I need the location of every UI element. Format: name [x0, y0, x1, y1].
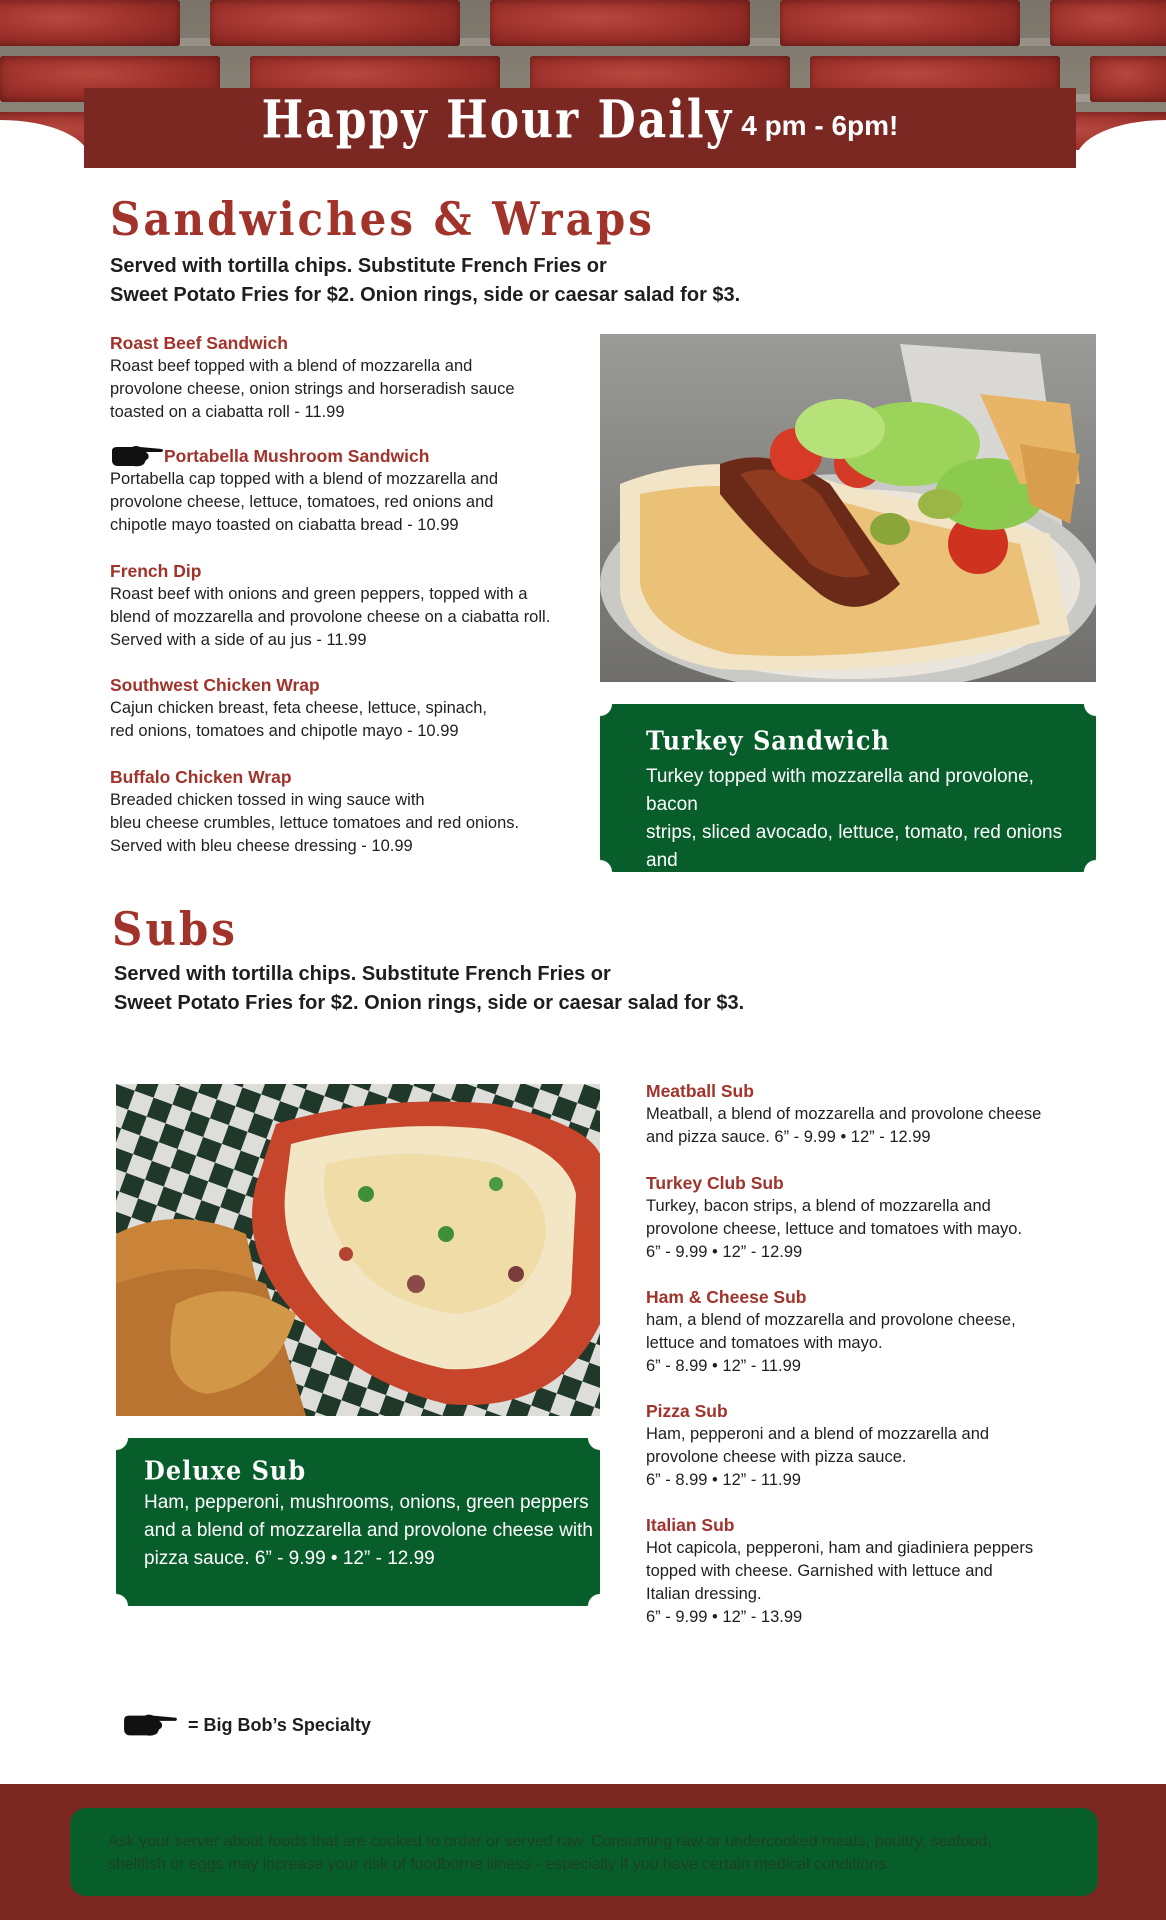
turkey-sandwich-title: Turkey Sandwich — [646, 724, 890, 756]
menu-item-southwest-wrap — [110, 674, 550, 743]
item-name: Italian Sub — [646, 1515, 735, 1535]
deluxe-sub-feature — [116, 1438, 600, 1606]
deluxe-sub-description: Ham, pepperoni, mushrooms, onions, green peppers and a blend of mozzarella and provolone cheese with pizza sauce. 6” - 9.99 • 12” - 12.99 — [144, 1492, 593, 1569]
sandwiches-subtitle: Served with tortilla chips. Substitute French Fries or Sweet Potato Fries for $2. Onion rings, side or caesar salad for $3. — [110, 255, 741, 306]
turkey-sandwich-description: Turkey topped with mozzarella and provolone, bacon strips, sliced avocado, lettuce, tomato, red onions and chipotle mayo, toasted on ciabatta bread - 12.99 — [646, 766, 1063, 899]
turkey-sandwich-feature — [600, 704, 1096, 899]
pointing-hand-icon — [122, 1712, 178, 1738]
menu-item-turkey-club-sub — [646, 1172, 1086, 1264]
item-name: Portabella Mushroom Sandwich — [164, 445, 430, 466]
item-description: Roast beef topped with a blend of mozzarella and provolone cheese, onion strings and horseradish sauce toasted on a ciabatta roll - 11.99 — [110, 357, 515, 421]
item-name: Pizza Sub — [646, 1401, 728, 1421]
menu-item-portabella — [110, 444, 550, 537]
happy-hour-banner — [84, 88, 1076, 168]
menu-item-ham-cheese-sub — [646, 1286, 1086, 1378]
footer-notice-box — [70, 1808, 1098, 1896]
item-description: Portabella cap topped with a blend of mozzarella and provolone cheese, lettuce, tomatoes, red onions and chipotle mayo toasted on ciabatta bread - 10.99 — [110, 470, 498, 534]
deluxe-sub-photo — [116, 1084, 600, 1416]
item-description: Ham, pepperoni and a blend of mozzarella and provolone cheese with pizza sauce. 6” - 8.99 • 12” - 11.99 — [646, 1425, 990, 1489]
menu-item-meatball-sub — [646, 1080, 1086, 1149]
item-name: French Dip — [110, 561, 202, 581]
item-name-row — [110, 444, 550, 468]
item-description: Breaded chicken tossed in wing sauce with bleu cheese crumbles, lettuce tomatoes and red onions. Served with bleu cheese dressing - 10.99 — [110, 791, 520, 855]
item-name: Buffalo Chicken Wrap — [110, 767, 292, 787]
item-name: Ham & Cheese Sub — [646, 1287, 807, 1307]
turkey-sandwich-photo — [600, 334, 1096, 682]
sandwiches-section-title: Sandwiches & Wraps — [110, 192, 655, 246]
item-description: Cajun chicken breast, feta cheese, lettuce, spinach, red onions, tomatoes and chipotle mayo - 10.99 — [110, 699, 487, 740]
menu-item-buffalo-wrap — [110, 766, 550, 858]
subs-section-title: Subs — [112, 902, 238, 956]
item-description: ham, a blend of mozzarella and provolone cheese, lettuce and tomatoes with mayo. 6” - 8.99 • 12” - 11.99 — [646, 1311, 1016, 1375]
item-description: Roast beef with onions and green peppers, topped with a blend of mozzarella and provolone cheese on a ciabatta roll. Served with a side of au jus - 11.99 — [110, 585, 551, 649]
item-description: Meatball, a blend of mozzarella and provolone cheese and pizza sauce. 6” - 9.99 • 12” - 12.99 — [646, 1105, 1042, 1146]
footer-band — [0, 1784, 1166, 1920]
happy-hour-time: 4 pm - 6pm! — [741, 110, 899, 141]
item-description: Turkey, bacon strips, a blend of mozzarella and provolone cheese, lettuce and tomatoes with mayo. 6” - 9.99 • 12” - 12.99 — [646, 1197, 1023, 1261]
deluxe-sub-title: Deluxe Sub — [144, 1454, 307, 1486]
menu-item-roast-beef — [110, 332, 550, 424]
subs-subtitle: Served with tortilla chips. Substitute French Fries or Sweet Potato Fries for $2. Onion rings, side or caesar salad for $3. — [114, 963, 745, 1014]
specialty-legend — [122, 1712, 371, 1738]
pointing-hand-icon — [110, 444, 160, 468]
item-name: Southwest Chicken Wrap — [110, 675, 320, 695]
food-safety-notice: Ask your server about foods that are cooked to order or served raw. Consuming raw or undercooked meats, poultry, seafood, shellfish or eggs may increase your risk of foodborne illness - especially if you have certain medical conditions. — [108, 1833, 992, 1873]
item-description: Hot capicola, pepperoni, ham and giadiniera peppers topped with cheese. Garnished with lettuce and Italian dressing. 6” - 9.99 • 12” - 13.99 — [646, 1539, 1034, 1626]
happy-hour-title: Happy Hour Daily — [261, 90, 734, 151]
item-name: Roast Beef Sandwich — [110, 333, 288, 353]
menu-item-italian-sub — [646, 1514, 1086, 1629]
menu-item-french-dip — [110, 560, 570, 652]
specialty-legend-text: = Big Bob’s Specialty — [188, 1714, 371, 1735]
item-name: Meatball Sub — [646, 1081, 754, 1101]
menu-item-pizza-sub — [646, 1400, 1086, 1492]
item-name: Turkey Club Sub — [646, 1173, 784, 1193]
